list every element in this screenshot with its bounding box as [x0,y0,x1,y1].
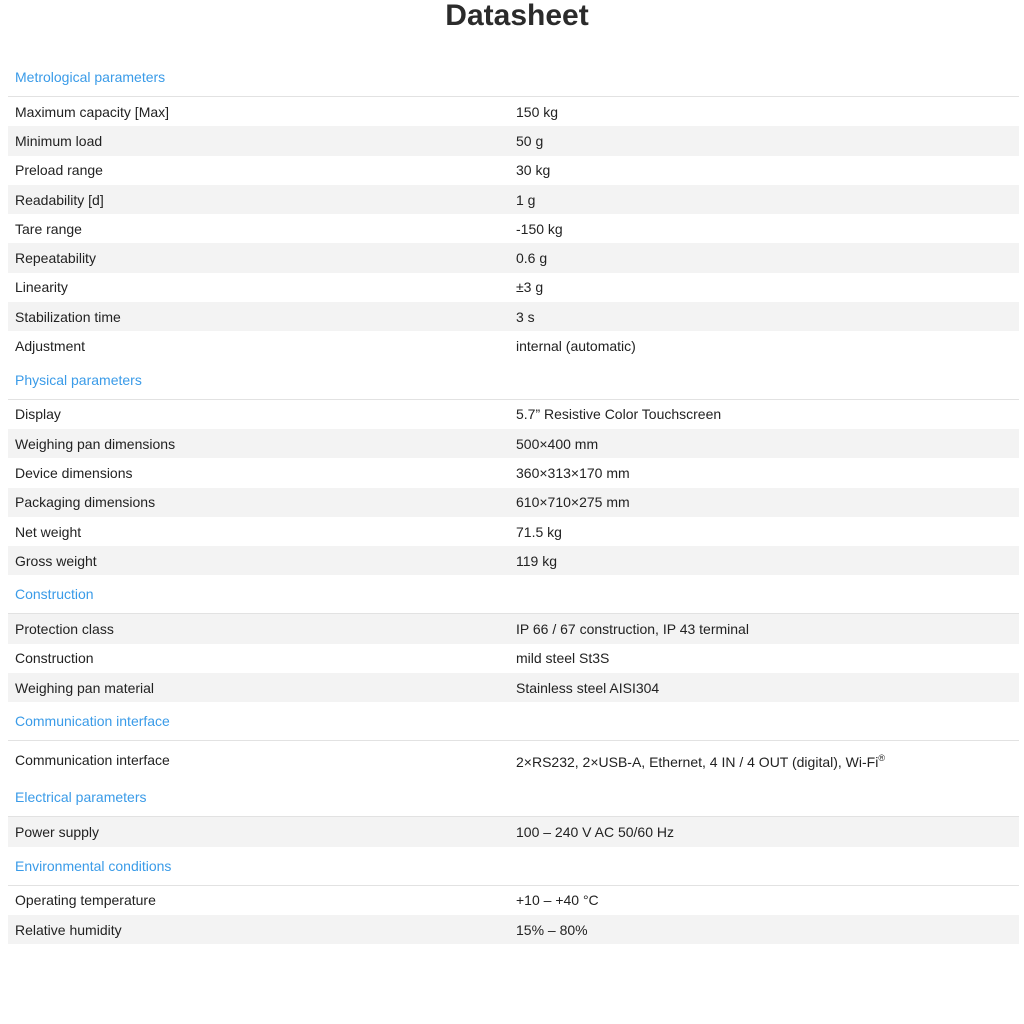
spec-label: Protection class [15,621,114,638]
spec-value: internal (automatic) [516,338,636,355]
spec-label: Weighing pan dimensions [15,435,176,452]
spec-row [8,488,1019,517]
spec-label: Linearity [15,279,68,296]
spec-row [8,886,1019,915]
spec-value: Stainless steel AISI304 [516,679,660,696]
spec-row [8,817,1019,846]
spec-label: Device dimensions [15,464,133,481]
spec-label: Adjustment [15,338,86,355]
spec-row [8,673,1019,702]
spec-value: 71.5 kg [516,523,562,540]
spec-row [8,458,1019,487]
section-heading-metrological: Metrological parameters [8,58,1019,97]
spec-label: Relative humidity [15,921,122,938]
spec-value: -150 kg [516,220,563,237]
spec-value: 360×313×170 mm [516,464,630,481]
spec-label: Maximum capacity [Max] [15,103,170,120]
spec-value: 500×400 mm [516,435,599,452]
spec-label: Construction [15,650,94,667]
spec-value [516,750,1019,770]
spec-label: Weighing pan material [15,679,155,696]
registered-mark: ® [878,752,885,763]
spec-row [8,546,1019,575]
spec-label: Operating temperature [15,892,156,909]
spec-row [8,429,1019,458]
spec-value: 15% – 80% [516,921,588,938]
spec-row [8,214,1019,243]
spec-value: 5.7” Resistive Color Touchscreen [516,406,722,423]
spec-row [8,126,1019,155]
section-heading-electrical: Electrical parameters [8,778,1019,817]
spec-row [8,97,1019,126]
spec-row [8,741,1019,778]
section-heading-environmental: Environmental conditions [8,847,1019,886]
spec-row [8,517,1019,546]
spec-label: Communication interface [15,751,170,768]
spec-value: mild steel St3S [516,650,610,667]
spec-value: 150 kg [516,103,559,120]
spec-row [8,156,1019,185]
page-title: Datasheet [445,0,589,32]
spec-row [8,273,1019,302]
section-heading-communication: Communication interface [8,702,1019,741]
spec-value: 50 g [516,132,544,149]
spec-row [8,614,1019,643]
spec-row [8,915,1019,944]
spec-label: Display [15,406,61,423]
spec-row [8,302,1019,331]
spec-label: Minimum load [15,132,103,149]
spec-row [8,243,1019,272]
spec-value: 3 s [516,308,535,325]
spec-row [8,644,1019,673]
spec-label: Preload range [15,162,103,179]
spec-value: 1 g [516,191,536,208]
spec-value: 610×710×275 mm [516,494,630,511]
spec-row [8,331,1019,360]
spec-label: Readability [d] [15,191,104,208]
spec-label: Repeatability [15,250,96,267]
section-heading-construction: Construction [8,575,1019,614]
spec-label: Power supply [15,823,100,840]
spec-value: +10 – +40 °C [516,892,599,909]
spec-value-text: 2×RS232, 2×USB-A, Ethernet, 4 IN / 4 OUT (digital), Wi-Fi [516,753,879,770]
spec-value: IP 66 / 67 construction, IP 43 terminal [516,621,749,638]
spec-value: 30 kg [516,162,551,179]
spec-label: Tare range [15,220,82,237]
spec-row [8,185,1019,214]
spec-value: 100 – 240 V AC 50/60 Hz [516,823,674,840]
spec-label: Gross weight [15,552,97,569]
spec-label: Stabilization time [15,308,121,325]
spec-label: Net weight [15,523,82,540]
spec-value: ±3 g [516,279,544,296]
spec-value: 119 kg [516,552,557,569]
spec-label: Packaging dimensions [15,494,156,511]
spec-row [8,400,1019,429]
datasheet-table [8,58,1019,944]
section-heading-physical: Physical parameters [8,361,1019,400]
spec-value: 0.6 g [516,250,548,267]
